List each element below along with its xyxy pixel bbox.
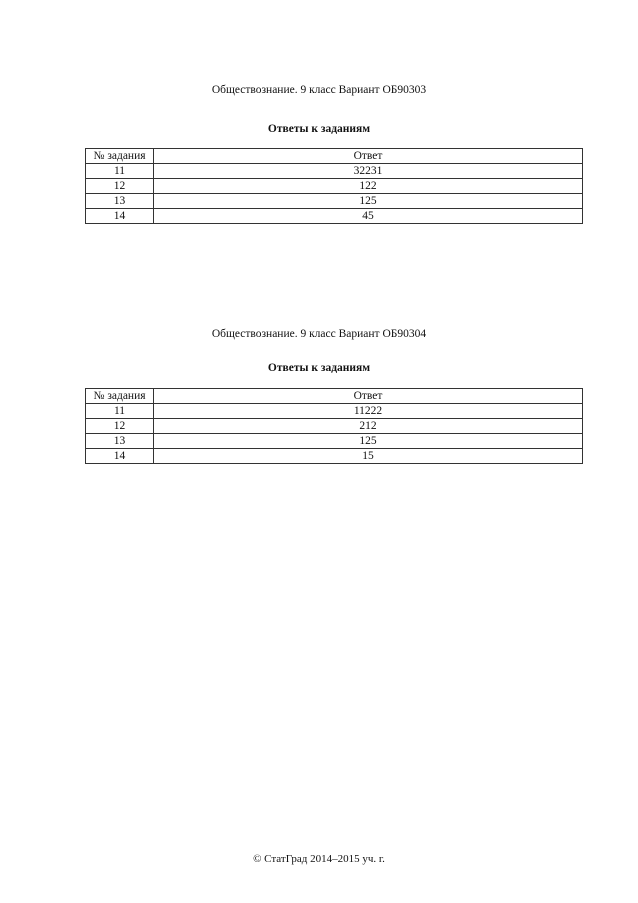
answer-cell: 45 xyxy=(154,209,583,224)
answers-table-variant-2 xyxy=(85,388,583,464)
variant-2-heading-block xyxy=(0,361,638,375)
answer-cell: 122 xyxy=(154,179,583,194)
answers-table-variant-1 xyxy=(85,148,583,224)
column-header-answer: Ответ xyxy=(154,389,583,404)
task-number-cell: 11 xyxy=(86,164,154,179)
column-header-answer: Ответ xyxy=(154,149,583,164)
answer-cell: 11222 xyxy=(154,404,583,419)
column-header-task-number: № задания xyxy=(86,149,154,164)
answer-cell: 212 xyxy=(154,419,583,434)
table-row xyxy=(86,419,583,434)
task-number-cell: 13 xyxy=(86,194,154,209)
table-header-row xyxy=(86,149,583,164)
answer-cell: 32231 xyxy=(154,164,583,179)
variant-1-heading-block xyxy=(0,122,638,136)
column-header-task-number: № задания xyxy=(86,389,154,404)
answer-cell: 125 xyxy=(154,434,583,449)
task-number-cell: 12 xyxy=(86,419,154,434)
table-row xyxy=(86,164,583,179)
table-header-row xyxy=(86,389,583,404)
variant-title: Обществознание. 9 класс Вариант ОБ90303 xyxy=(211,84,427,96)
answer-cell: 15 xyxy=(154,449,583,464)
page-footer: © СтатГрад 2014–2015 уч. г. xyxy=(253,853,385,865)
table-row xyxy=(86,449,583,464)
answers-heading: Ответы к заданиям xyxy=(267,123,371,135)
variant-2-title-block xyxy=(0,327,638,341)
variant-title: Обществознание. 9 класс Вариант ОБ90304 xyxy=(211,328,427,340)
task-number-cell: 13 xyxy=(86,434,154,449)
task-number-cell: 14 xyxy=(86,449,154,464)
variant-1-title-block xyxy=(0,83,638,97)
answer-cell: 125 xyxy=(154,194,583,209)
table-row xyxy=(86,434,583,449)
table-row xyxy=(86,209,583,224)
table-row xyxy=(86,179,583,194)
task-number-cell: 11 xyxy=(86,404,154,419)
answers-heading: Ответы к заданиям xyxy=(267,362,371,374)
task-number-cell: 12 xyxy=(86,179,154,194)
table-row xyxy=(86,404,583,419)
task-number-cell: 14 xyxy=(86,209,154,224)
table-row xyxy=(86,194,583,209)
